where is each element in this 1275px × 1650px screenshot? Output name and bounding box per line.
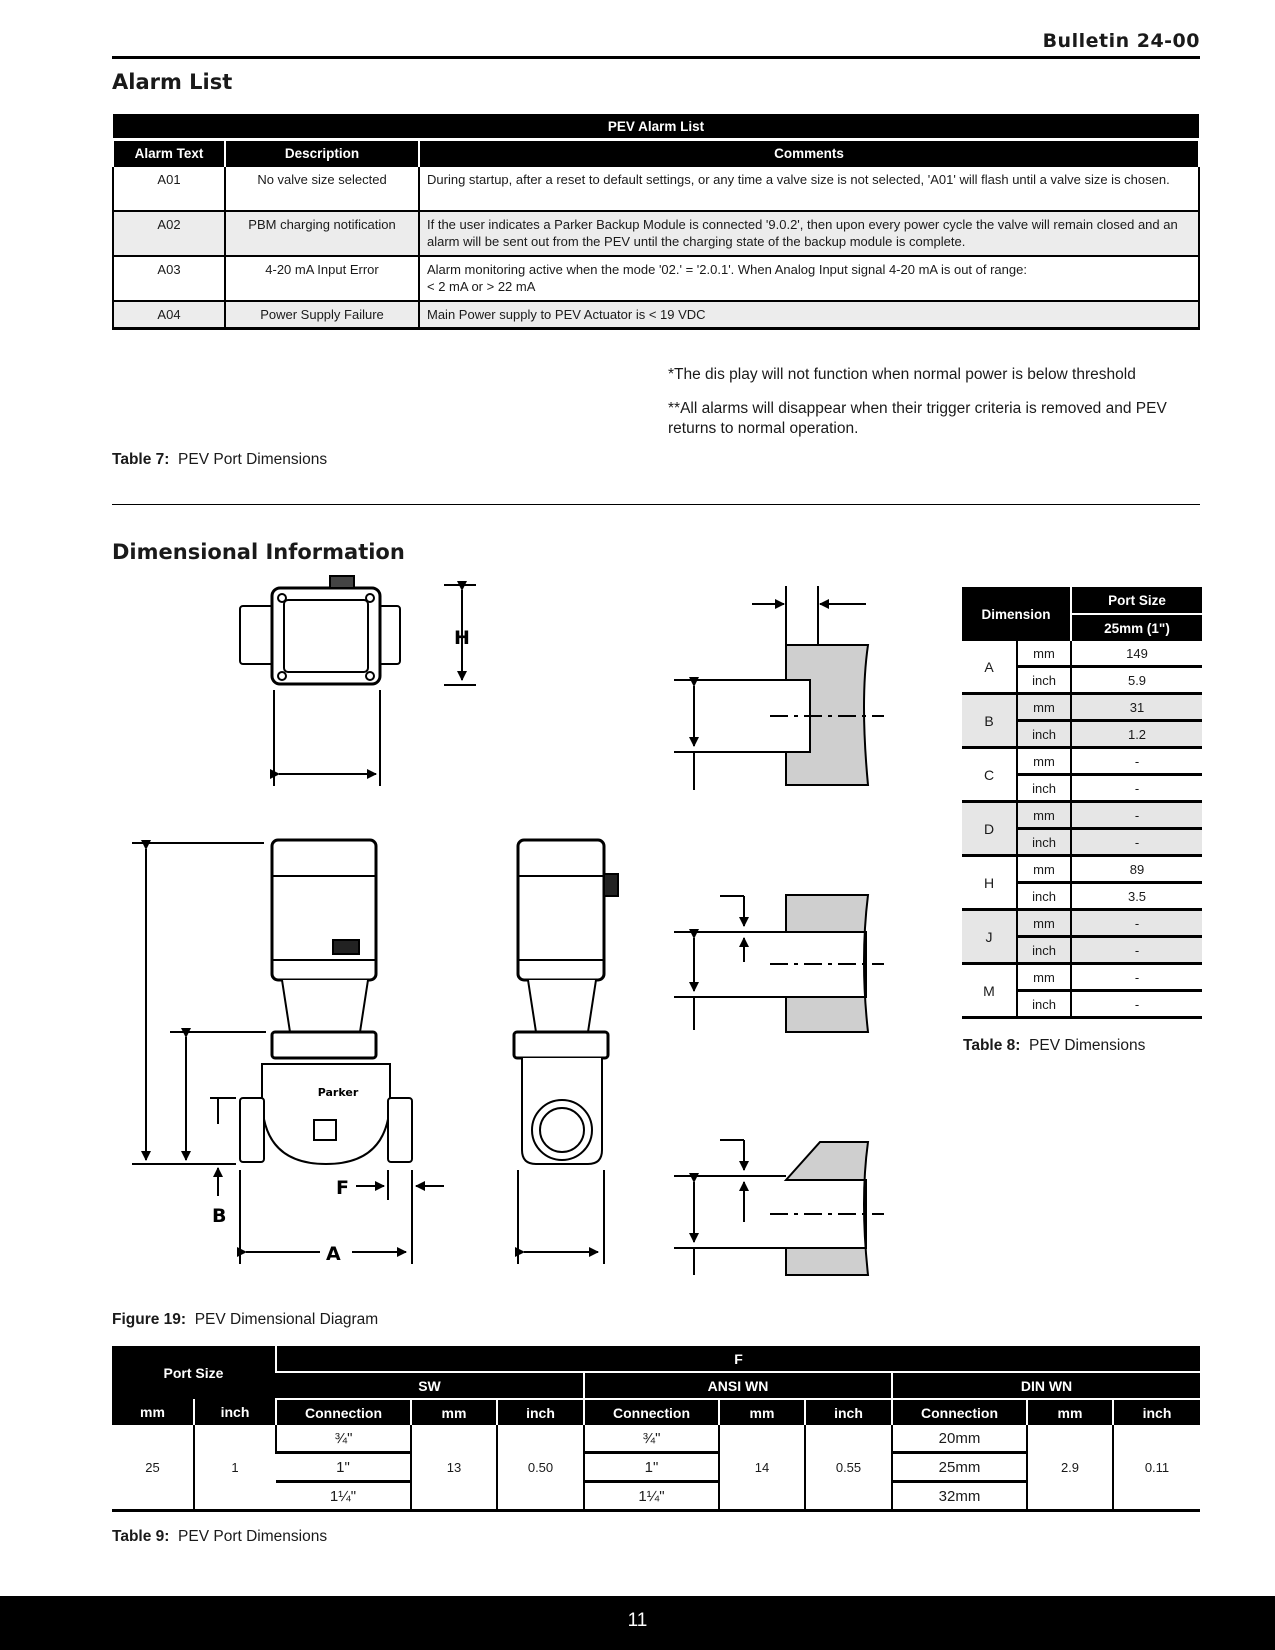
side-view [514,840,618,1264]
label-b: B [212,1205,227,1227]
table-row [962,856,1202,883]
sw-connection: 1" [276,1453,411,1482]
alarm-code: A04 [113,301,225,328]
ansi-mm-value: 14 [719,1425,805,1511]
dim-letter: C [962,748,1017,802]
table-row [112,1425,1200,1453]
page-number: 11 [627,1610,648,1631]
note-alarms: **All alarms will disappear when their trigger criteria is removed and PEV returns to normal operation. [668,400,1167,437]
dim-unit-mm: mm [1017,910,1071,937]
alarm-code: A03 [113,256,225,301]
label-f: F [336,1177,349,1199]
alarm-description: PBM charging notification [225,211,419,256]
ansi-col-connection: Connection [584,1399,719,1425]
ansi-connection: ¾" [584,1425,719,1453]
detail-weld-1 [674,586,884,790]
sw-col-inch: inch [497,1399,584,1425]
dim-unit-mm: mm [1017,694,1071,721]
dim-inch-value: - [1071,991,1202,1018]
dim-mm-value: 31 [1071,694,1202,721]
sw-col-mm: mm [411,1399,497,1425]
din-col-inch: inch [1113,1399,1200,1425]
dim-unit-mm: mm [1017,856,1071,883]
caption-label: Table 8: [963,1037,1021,1054]
port-group-sw: SW [276,1372,584,1399]
table-row [962,748,1202,775]
alarm-comments: During startup, after a reset to default settings, or any time a valve size is not selected, 'A01' will flash until a valve size is chosen. [419,166,1199,211]
dim-unit-mm: mm [1017,748,1071,775]
port-dimensions-table [112,1346,1200,1512]
detail-weld-2 [674,895,884,1032]
bulletin-number: Bulletin 24-00 [1042,30,1200,52]
port-group-ansi: ANSI WN [584,1372,892,1399]
dim-unit-mm: mm [1017,802,1071,829]
table-row [962,641,1202,667]
alarm-comments-line1: Alarm monitoring active when the mode '02.' = '2.0.1'. When Analog Input signal 4-20 mA is out of range: [427,262,1027,277]
alarm-table-title: PEV Alarm List [113,114,1199,140]
ansi-col-inch: inch [805,1399,892,1425]
caption-text: PEV Dimensional Diagram [194,1311,379,1328]
alarm-description: 4-20 mA Input Error [225,256,419,301]
table-row [962,964,1202,991]
dim-unit-inch: inch [1017,721,1071,748]
ansi-col-mm: mm [719,1399,805,1425]
front-view [132,840,444,1264]
table9-caption [112,1528,327,1546]
dim-mm-value: 89 [1071,856,1202,883]
note-display: *The dis play will not function when normal power is below threshold [668,366,1136,383]
dimensional-heading: Dimensional Information [112,540,405,564]
table-row [962,910,1202,937]
dim-unit-mm: mm [1017,964,1071,991]
dim-mm-value: - [1071,748,1202,775]
label-h: H [454,627,470,649]
dim-letter: A [962,641,1017,694]
alarm-description: No valve size selected [225,166,419,211]
dim-letter: B [962,694,1017,748]
dimension-table [962,587,1202,1019]
dim-unit-inch: inch [1017,991,1071,1018]
dim-unit-inch: inch [1017,829,1071,856]
port-inch-value: 1 [194,1425,276,1511]
dim-col-dimension: Dimension [962,587,1071,641]
caption-label: Figure 19: [112,1311,187,1328]
sw-mm-value: 13 [411,1425,497,1511]
sw-connection: ¾" [276,1425,411,1453]
din-inch-value: 0.11 [1113,1425,1200,1511]
port-mm-value: 25 [112,1425,194,1511]
alarm-col-comments: Comments [419,140,1199,167]
alarm-comments: Main Power supply to PEV Actuator is < 19 VDC [419,301,1199,328]
brand-logo: Parker [317,1086,359,1099]
din-mm-value: 2.9 [1027,1425,1113,1511]
port-col-port-size: Port Size [112,1346,276,1399]
dim-unit-inch: inch [1017,775,1071,802]
caption-text: PEV Port Dimensions [178,1528,328,1545]
port-col-inch: inch [194,1399,276,1425]
table-row [962,802,1202,829]
ansi-connection: 1" [584,1453,719,1482]
din-connection: 20mm [892,1425,1027,1453]
dim-unit-inch: inch [1017,667,1071,694]
label-a: A [326,1243,341,1265]
sw-col-connection: Connection [276,1399,411,1425]
dim-letter: J [962,910,1017,964]
alarm-comments-line2: < 2 mA or > 22 mA [427,279,536,294]
dim-inch-value: - [1071,937,1202,964]
dim-inch-value: - [1071,775,1202,802]
alarm-col-text: Alarm Text [113,140,225,167]
caption-label: Table 7: [112,451,170,468]
dim-letter: M [962,964,1017,1018]
sw-inch-value: 0.50 [497,1425,584,1511]
alarm-comments: If the user indicates a Parker Backup Module is connected '9.0.2', then upon every power cycle the valve will remain closed and an alarm will be sent out from the PEV until the charging state of the backup module is complete. [419,211,1199,256]
dim-col-size: 25mm (1") [1071,614,1202,641]
dim-mm-value: - [1071,964,1202,991]
caption-label: Table 9: [112,1528,170,1545]
table8-caption [963,1037,1145,1055]
page-footer [0,1596,1275,1650]
sw-connection: 1¼" [276,1482,411,1511]
table-row [962,694,1202,721]
detail-weld-3 [674,1140,884,1275]
alarm-code: A01 [113,166,225,211]
din-col-mm: mm [1027,1399,1113,1425]
dim-letter: H [962,856,1017,910]
dim-mm-value: 149 [1071,641,1202,667]
alarm-description: Power Supply Failure [225,301,419,328]
alarm-col-description: Description [225,140,419,167]
caption-text: PEV Port Dimensions [178,451,328,468]
port-col-mm: mm [112,1399,194,1425]
alarm-list-heading: Alarm List [112,70,233,94]
dim-unit-mm: mm [1017,641,1071,667]
alarm-code: A02 [113,211,225,256]
dim-mm-value: - [1071,802,1202,829]
dim-inch-value: 5.9 [1071,667,1202,694]
ansi-inch-value: 0.55 [805,1425,892,1511]
figure19-caption [112,1311,378,1329]
dim-inch-value: 3.5 [1071,883,1202,910]
dim-mm-value: - [1071,910,1202,937]
din-connection: 32mm [892,1482,1027,1511]
caption-text: PEV Dimensions [1029,1037,1146,1054]
dim-col-port-size: Port Size [1071,587,1202,614]
port-group-din: DIN WN [892,1372,1200,1399]
din-connection: 25mm [892,1453,1027,1482]
dim-unit-inch: inch [1017,937,1071,964]
top-view [240,576,476,786]
ansi-connection: 1¼" [584,1482,719,1511]
dim-inch-value: - [1071,829,1202,856]
dim-inch-value: 1.2 [1071,721,1202,748]
dim-unit-inch: inch [1017,883,1071,910]
din-col-connection: Connection [892,1399,1027,1425]
dim-letter: D [962,802,1017,856]
port-col-f: F [276,1346,1200,1372]
